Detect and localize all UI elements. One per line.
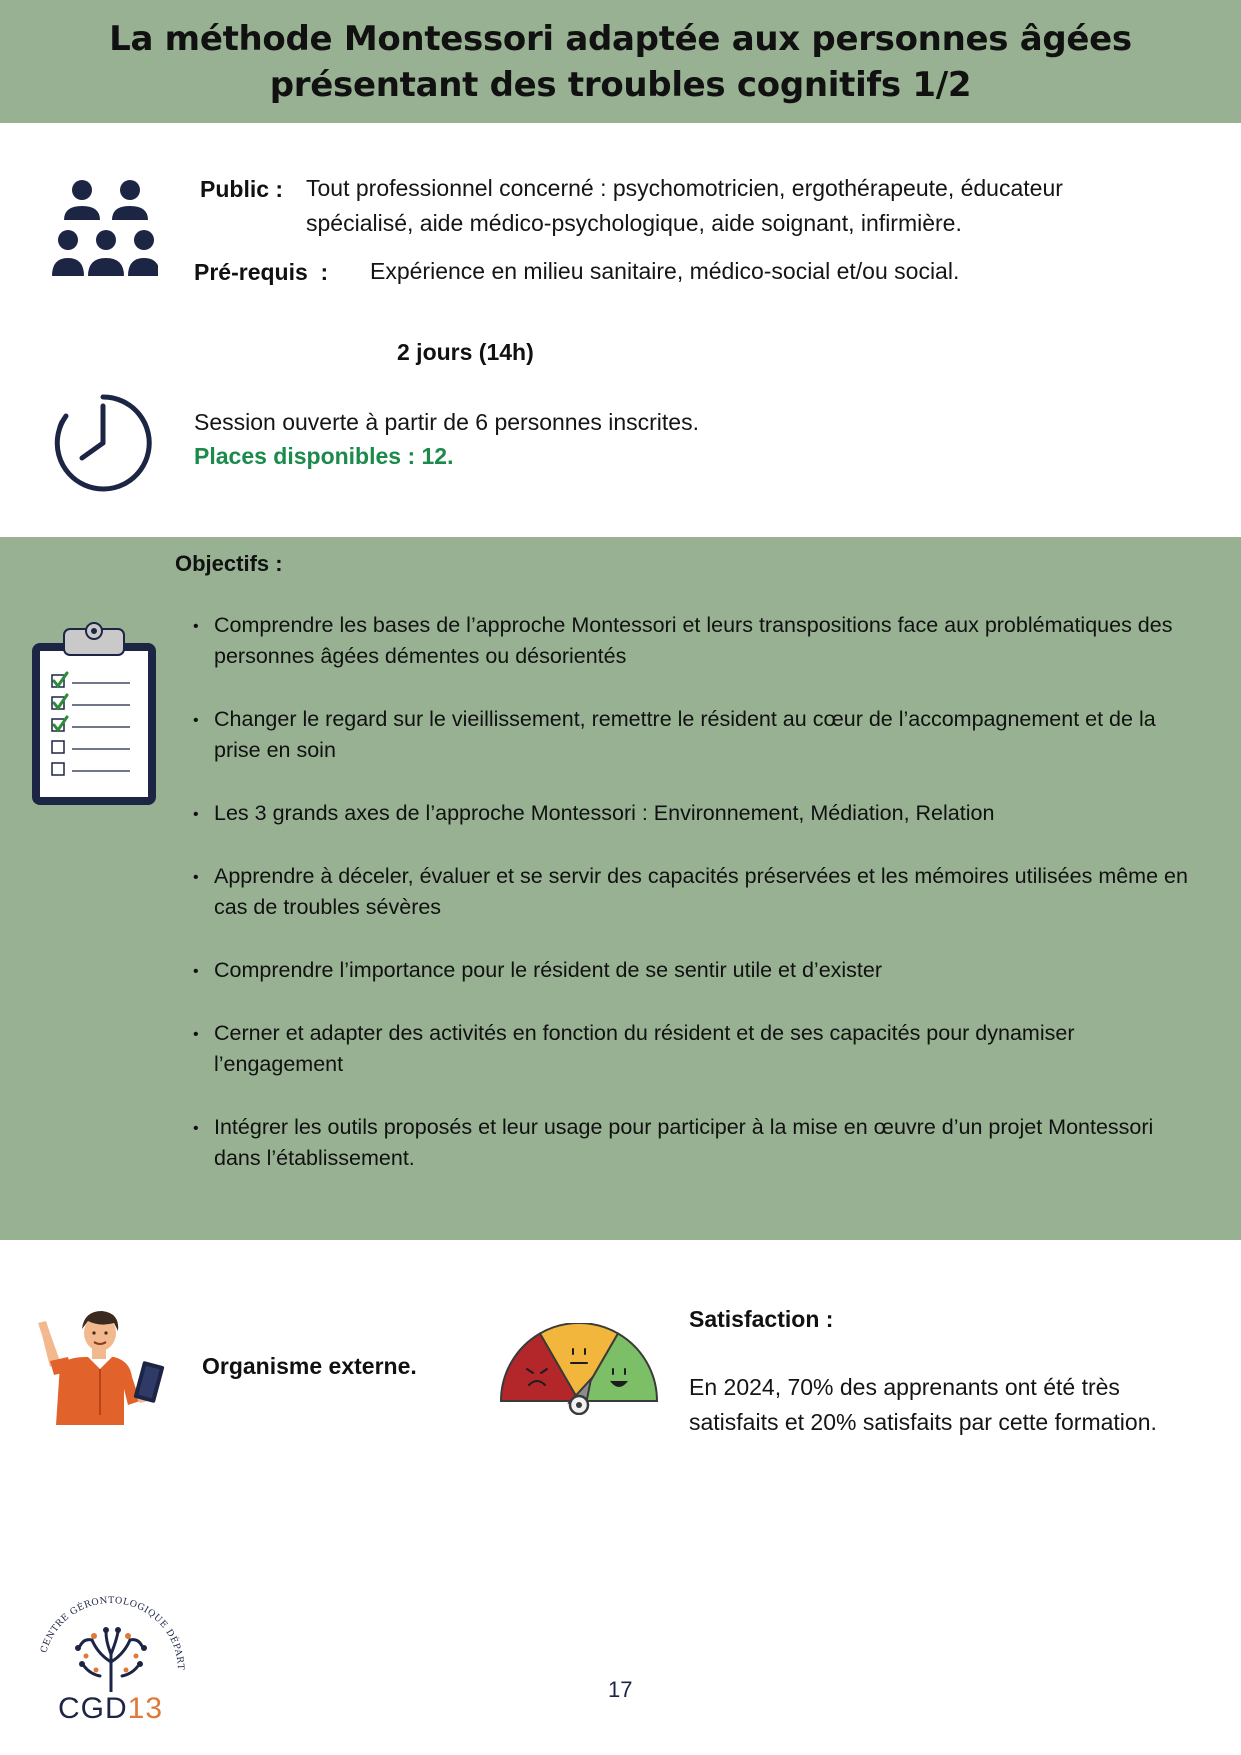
logo-text-main: CGD [58,1692,128,1725]
session-opening-text: Session ouverte à partir de 6 personnes inscrites. [194,409,699,435]
objective-item: • Comprendre l’importance pour le résident de se sentir utile et d’exister [193,955,1203,986]
public-text [306,171,1206,241]
organisme-text: Organisme externe. [202,1353,417,1379]
objective-item: • Intégrer les outils proposés et leur usage pour participer à la mise en œuvre d’un projet Montessori dans l’établissement. [193,1112,1203,1174]
satisfaction-text-line-2: satisfaits et 20% satisfaits par cette formation. [689,1409,1157,1435]
page-number: 17 [608,1677,633,1702]
tree-logo-icon [36,1580,186,1692]
public-text-line-1: Tout professionnel concerné : psychomotricien, ergothérapeute, éducateur [306,175,1063,201]
clipboard-checklist-icon [30,621,158,807]
objective-item: • Apprendre à déceler, évaluer et se servir des capacités préservées et les mémoires utilisées même en cas de troubles sévères [193,861,1203,923]
objectives-list [193,610,1203,1206]
prereq-text: Expérience en milieu sanitaire, médico-social et/ou social. [370,258,960,284]
page-title-line-2: présentant des troubles cognitifs 1/2 [269,64,972,105]
logo-text-number: 13 [127,1692,164,1725]
duration-text: 2 jours (14h) [397,339,534,365]
objective-item: • Les 3 grands axes de l’approche Montessori : Environnement, Médiation, Relation [193,798,1203,829]
public-text-line-2: spécialisé, aide médico-psychologique, aide soignant, infirmière. [306,210,962,236]
logo-wordmark [58,1692,163,1726]
places-available-text: Places disponibles : 12. [194,443,454,469]
cgd13-logo [36,1580,186,1730]
public-label: Public : [200,176,284,202]
objective-item: • Comprendre les bases de l’approche Montessori et leurs transpositions face aux problématiques des personnes âgées démentes ou désorientés [193,610,1203,672]
objectives-section [0,537,1241,1240]
logo-arc-text: CENTRE GÉRONTOLOGIQUE DÉPART [39,1595,186,1671]
person-reading-icon [28,1305,168,1429]
group-icon [52,178,158,284]
title-band [0,0,1241,123]
objectives-title: Objectifs : [175,551,283,576]
page-title-line-1: La méthode Montessori adaptée aux personnes âgées [109,18,1132,59]
satisfaction-title: Satisfaction : [689,1306,834,1332]
satisfaction-text [689,1370,1157,1440]
clock-icon [52,392,154,494]
prereq-label: Pré-requis : [194,259,329,285]
objective-item: • Changer le regard sur le vieillissement, remettre le résident au cœur de l’accompagnement et de la prise en soin [193,704,1203,766]
objective-item: • Cerner et adapter des activités en fonction du résident et de ses capacités pour dynamiser l’engagement [193,1018,1203,1080]
satisfaction-gauge-icon [499,1323,659,1415]
satisfaction-text-line-1: En 2024, 70% des apprenants ont été très [689,1374,1120,1400]
